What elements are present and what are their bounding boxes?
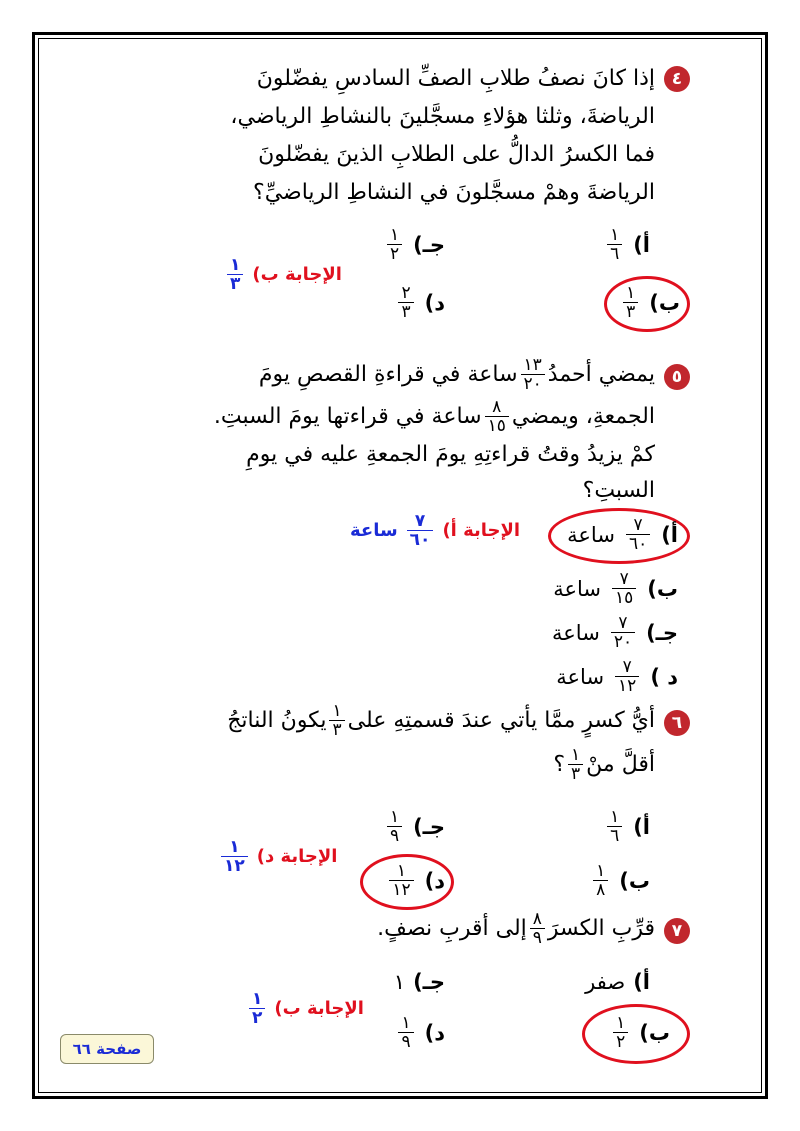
question-5-option-b[interactable]: ب) $\frac{٧}{١٥}$ ساعة	[553, 569, 678, 608]
option-label: جـ)	[413, 232, 445, 257]
option-label: د)	[424, 290, 445, 315]
question-5-line-1: يمضي أحمدُ $\frac{١٣}{٢٠}$ ساعة في قراءةِ القصصِ يومَ	[258, 355, 655, 394]
question-7-option-b[interactable]: ب) $\frac{١}{٢}$	[610, 1014, 670, 1051]
question-5-option-c[interactable]: جـ) $\frac{٧}{٢٠}$ ساعة	[552, 613, 678, 652]
fraction: $\frac{١}{٢}$	[387, 226, 402, 263]
question-5-line-3: كمْ يزيدُ وقتُ قراءتِهِ يومَ الجمعةِ عليه في يومِ	[246, 442, 655, 467]
question-5-option-d[interactable]: د ) $\frac{٧}{١٢}$ ساعة	[556, 657, 678, 696]
question-5-line-2: الجمعةِ، ويمضي $\frac{٨}{١٥}$ ساعة في قراءتها يومَ السبتِ.	[213, 397, 655, 436]
question-6-answer: الإجابة د) $\frac{١}{١٢}$	[218, 838, 337, 875]
question-4-line-1: إذا كانَ نصفُ طلابِ الصفِّ السادسِ يفضّلونَ	[256, 66, 655, 91]
question-6-line-1: أيُّ كسرٍ ممَّا يأتي عندَ قسمتِهِ على $\frac{١}{٣}$ يكونُ الناتجُ	[227, 701, 655, 740]
question-5-answer: الإجابة أ) $\frac{٧}{٦٠}$ ساعة	[350, 511, 521, 550]
fraction: $\frac{١}{٦}$	[607, 226, 622, 263]
question-7-number: ٧	[664, 918, 690, 944]
page-number-badge: صفحة ٦٦	[60, 1034, 154, 1064]
question-4-option-d[interactable]	[395, 284, 445, 321]
question-4-option-c[interactable]	[384, 226, 445, 263]
option-label: أ)	[633, 232, 650, 257]
question-6-option-a[interactable]: أ) $\frac{١}{٦}$	[604, 808, 650, 845]
fraction: $\frac{١}{٣}$	[623, 284, 638, 321]
question-7-option-d[interactable]: د) $\frac{١}{٩}$	[395, 1014, 445, 1051]
question-7-line-1: قرِّبِ الكسرَ $\frac{٨}{٩}$ إلى أقربِ نصفٍ.	[377, 909, 655, 948]
question-7-option-c[interactable]: جـ) ١	[393, 970, 445, 994]
question-6-option-d[interactable]: د) $\frac{١}{١٢}$	[386, 862, 445, 899]
question-5-option-a[interactable]: أ) $\frac{٧}{٦٠}$ ساعة	[567, 515, 678, 554]
question-4-option-a[interactable]	[604, 226, 650, 263]
question-4-line-4: الرياضةَ وهمْ مسجَّلونَ في النشاطِ الرياضيِّ؟	[253, 180, 655, 205]
question-6-line-2: أقلَّ منْ $\frac{١}{٣}$ ؟	[553, 745, 655, 784]
question-7-option-a[interactable]: أ) صفر	[585, 970, 650, 994]
question-7-answer: الإجابة ب) $\frac{١}{٢}$	[246, 990, 364, 1027]
question-4-answer: الإجابة ب) $\frac{١}{٣}$	[224, 256, 342, 293]
question-4-line-3: فما الكسرُ الدالُّ على الطلابِ الذينَ يفضّلونَ	[258, 142, 655, 167]
option-label: ب)	[649, 290, 680, 315]
fraction: $\frac{٢}{٣}$	[398, 284, 413, 321]
question-6-option-b[interactable]: ب) $\frac{١}{٨}$	[590, 862, 650, 899]
question-4-option-b[interactable]	[620, 284, 680, 321]
question-5-number: ٥	[664, 364, 690, 390]
question-6-option-c[interactable]: جـ) $\frac{١}{٩}$	[384, 808, 445, 845]
question-5-line-4: السبتِ؟	[582, 478, 655, 503]
question-4-line-2: الرياضةَ، وثلثا هؤلاءِ مسجَّلينَ بالنشاطِ الرياضي،	[230, 104, 655, 129]
question-4-number: ٤	[664, 66, 690, 92]
question-6-number: ٦	[664, 710, 690, 736]
